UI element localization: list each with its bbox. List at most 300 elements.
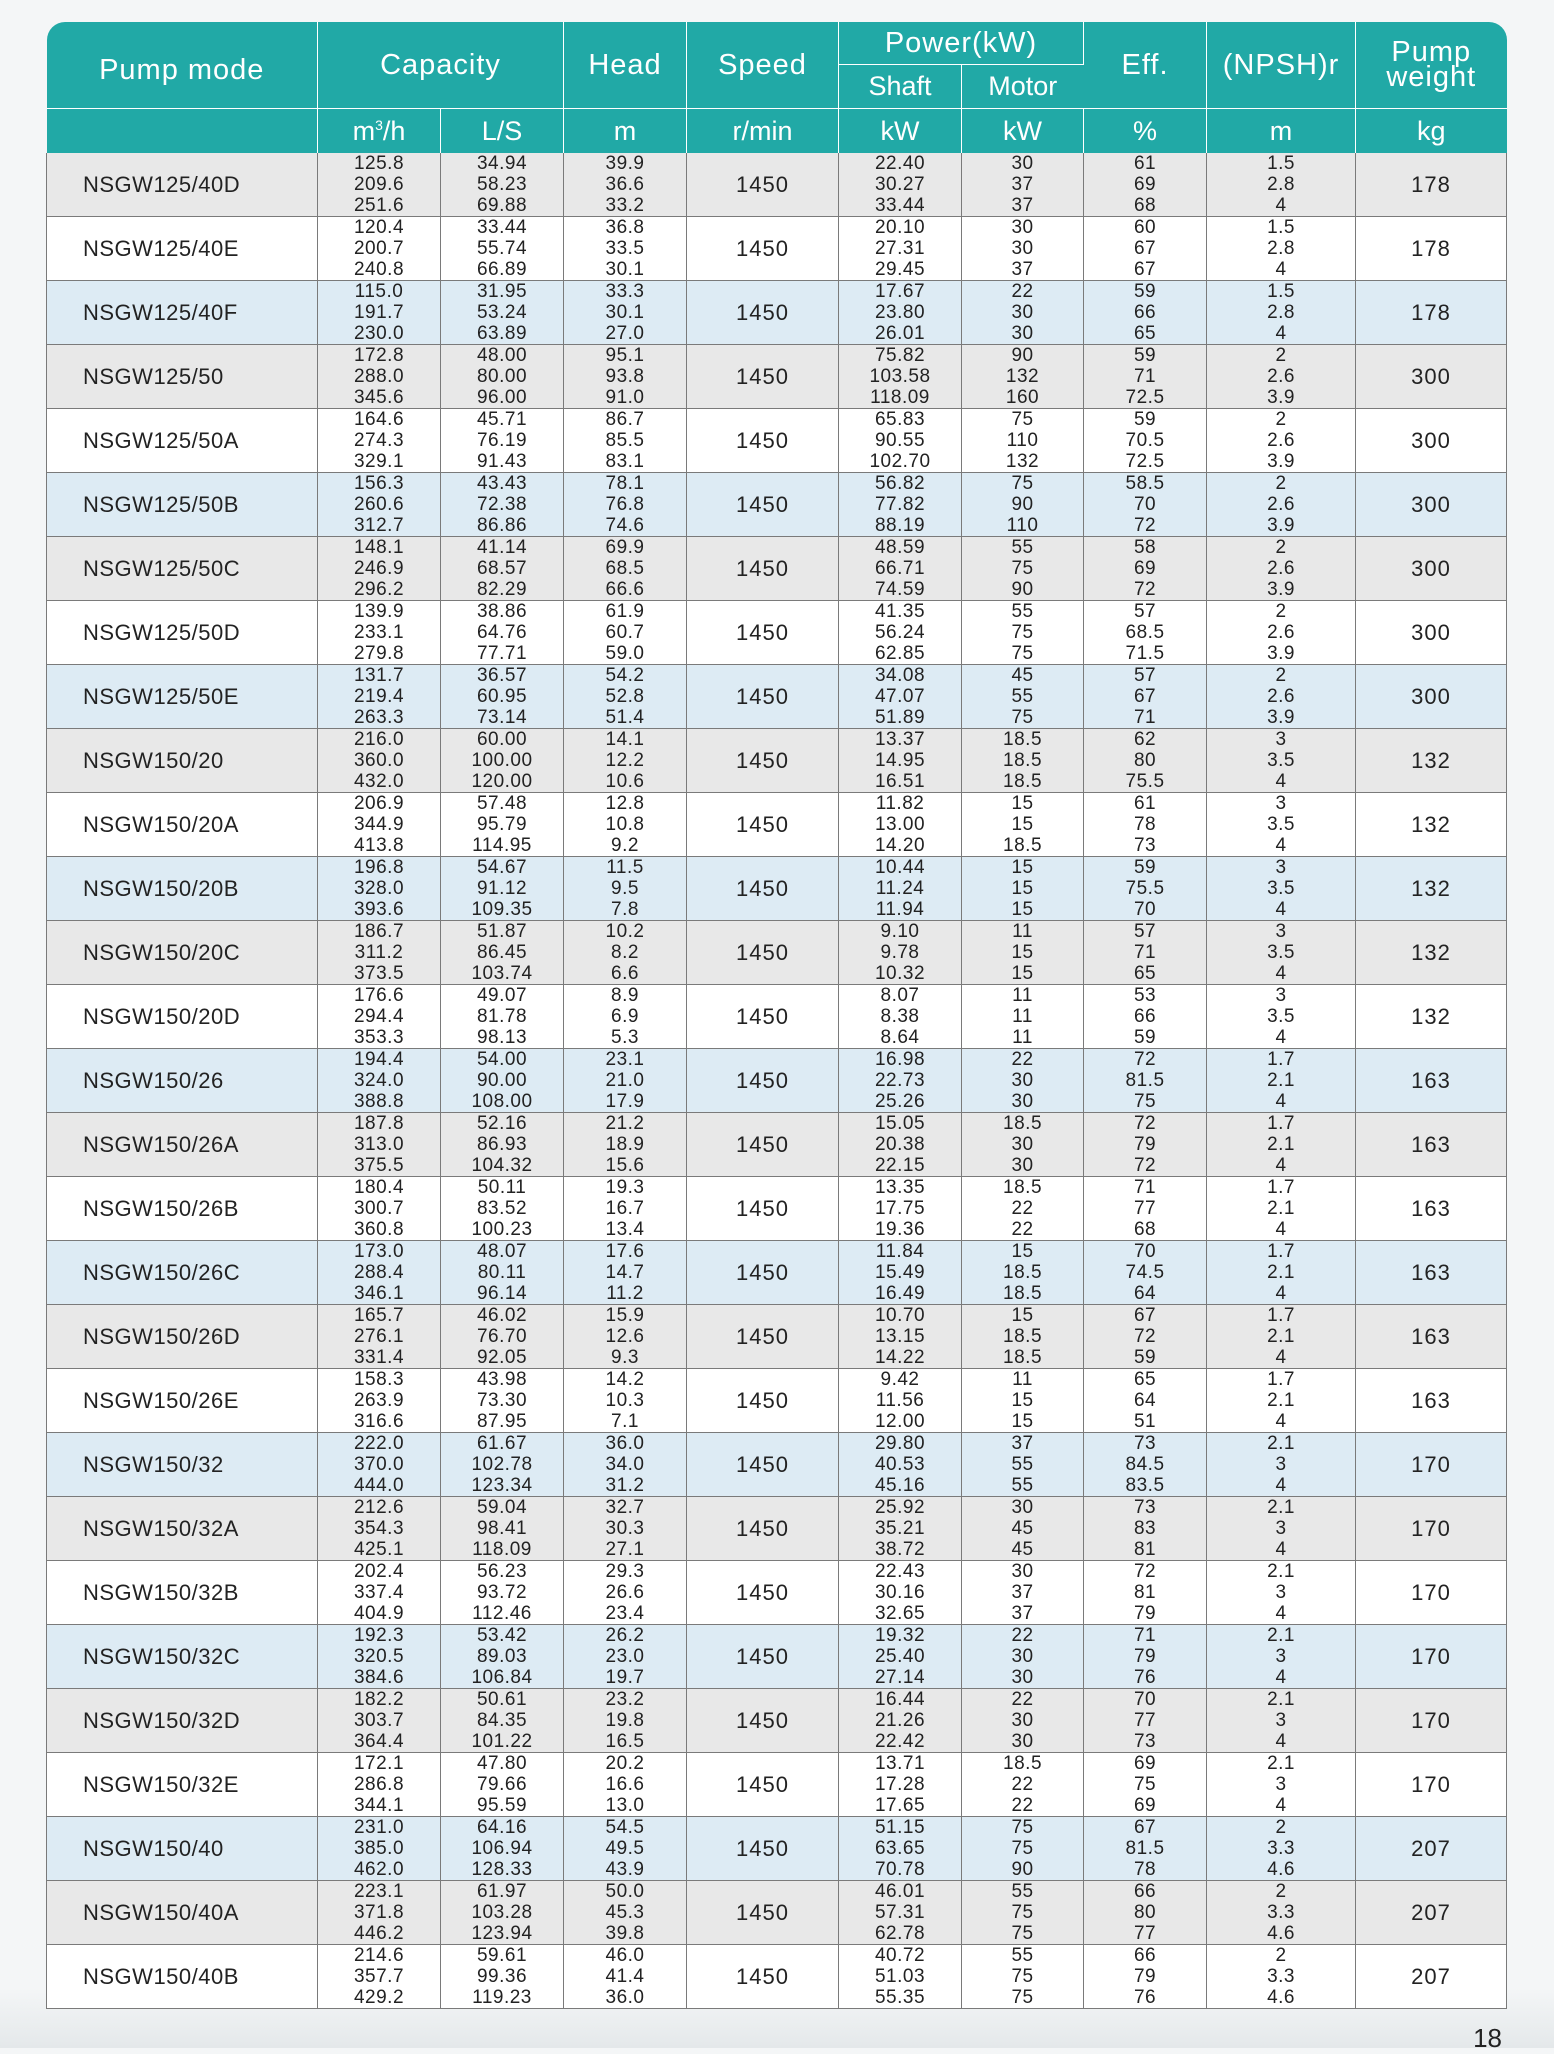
cell-head: [564, 1497, 687, 1561]
cell-shaft-power-value: 48.59: [874, 537, 926, 558]
cell-npsh: [1207, 1241, 1356, 1305]
cell-head-value: 14.7: [605, 1262, 645, 1283]
cell-capacity-ls: [441, 1113, 564, 1177]
cell-head: [564, 281, 687, 345]
table-row: [47, 409, 1507, 473]
cell-speed: 1450: [687, 1561, 839, 1625]
cell-efficiency-value: 68: [1133, 1219, 1157, 1240]
cell-npsh-value: 3.3: [1267, 1902, 1295, 1923]
cell-npsh-value: 2: [1275, 1881, 1287, 1902]
cell-head-value: 17.6: [605, 1241, 645, 1262]
header-capacity: Capacity: [318, 22, 564, 109]
cell-efficiency-value: 73: [1133, 1433, 1157, 1454]
cell-npsh-value: 1.7: [1267, 1049, 1295, 1070]
cell-motor-power-value: 37: [1011, 1603, 1034, 1624]
cell-capacity-ls: [441, 793, 564, 857]
cell-capacity-m3h-value: 176.6: [353, 985, 405, 1006]
cell-efficiency: [1084, 281, 1207, 345]
cell-capacity-m3h: [318, 1305, 441, 1369]
cell-npsh: [1207, 1561, 1356, 1625]
cell-shaft-power-value: 13.15: [874, 1326, 926, 1347]
cell-capacity-ls-value: 99.36: [476, 1966, 528, 1987]
cell-npsh-value: 2.6: [1267, 366, 1295, 387]
cell-capacity-m3h-value: 425.1: [353, 1539, 405, 1560]
cell-npsh-value: 4: [1275, 1091, 1287, 1112]
cell-npsh-value: 3.3: [1267, 1838, 1295, 1859]
cell-capacity-m3h-value: 360.0: [353, 750, 405, 771]
cell-head-value: 13.0: [605, 1795, 645, 1816]
cell-capacity-m3h-value: 344.9: [353, 814, 405, 835]
cell-capacity-m3h-value: 364.4: [353, 1731, 405, 1752]
cell-head-value: 27.0: [605, 323, 645, 344]
cell-efficiency-value: 68.5: [1125, 622, 1165, 643]
cell-npsh: [1207, 1497, 1356, 1561]
cell-capacity-ls-value: 80.00: [476, 366, 528, 387]
cell-head-value: 31.2: [605, 1475, 645, 1496]
cell-speed: 1450: [687, 1113, 839, 1177]
cell-shaft-power: [839, 1177, 962, 1241]
cell-shaft-power: [839, 729, 962, 793]
cell-capacity-m3h: [318, 1561, 441, 1625]
table-row: [47, 473, 1507, 537]
cell-shaft-power-value: 14.20: [874, 835, 926, 856]
cell-head-value: 86.7: [605, 409, 645, 430]
cell-npsh-value: 4: [1275, 1283, 1287, 1304]
cell-pump-weight: 300: [1356, 345, 1507, 409]
cell-motor-power-value: 55: [1011, 1881, 1034, 1902]
cell-motor-power-value: 30: [1011, 1134, 1034, 1155]
cell-pump-weight: 132: [1356, 729, 1507, 793]
cell-pump-weight: 132: [1356, 921, 1507, 985]
cell-motor-power: [962, 537, 1084, 601]
cell-capacity-ls-value: 56.23: [476, 1561, 528, 1582]
cell-capacity-m3h-value: 200.7: [353, 238, 405, 259]
cell-head-value: 7.1: [611, 1411, 639, 1432]
cell-head-value: 9.2: [611, 835, 639, 856]
cell-capacity-ls-value: 104.32: [471, 1155, 533, 1176]
cell-efficiency-value: 75: [1133, 1091, 1157, 1112]
cell-capacity-m3h-value: 274.3: [353, 430, 405, 451]
cell-npsh-value: 2.6: [1267, 686, 1295, 707]
cell-motor-power-value: 75: [1011, 622, 1034, 643]
cell-capacity-m3h-value: 286.8: [353, 1774, 405, 1795]
cell-efficiency-value: 77: [1133, 1710, 1157, 1731]
cell-capacity-m3h-value: 172.8: [353, 345, 405, 366]
cell-head: [564, 1753, 687, 1817]
cell-capacity-m3h: [318, 1689, 441, 1753]
cell-efficiency-value: 64: [1133, 1390, 1157, 1411]
cell-motor-power-value: 30: [1011, 1497, 1034, 1518]
cell-efficiency: [1084, 1433, 1207, 1497]
cell-motor-power-value: 11: [1012, 1369, 1033, 1390]
cell-shaft-power: [839, 1817, 962, 1881]
cell-shaft-power-value: 26.01: [874, 323, 926, 344]
cell-npsh-value: 3: [1275, 1582, 1287, 1603]
cell-shaft-power-value: 14.95: [874, 750, 926, 771]
cell-shaft-power-value: 22.40: [874, 153, 926, 174]
table-body: [47, 153, 1507, 2009]
cell-shaft-power-value: 27.14: [874, 1667, 926, 1688]
table-row: [47, 1689, 1507, 1753]
cell-efficiency-value: 59: [1133, 1347, 1157, 1368]
cell-capacity-m3h-value: 240.8: [353, 259, 405, 280]
cell-speed: 1450: [687, 1945, 839, 2009]
cell-shaft-power-value: 10.32: [874, 963, 926, 984]
cell-efficiency-value: 66: [1133, 1881, 1157, 1902]
cell-capacity-m3h: [318, 857, 441, 921]
header-pump-weight: [1356, 22, 1507, 109]
cell-npsh: [1207, 1177, 1356, 1241]
cell-npsh: [1207, 729, 1356, 793]
cell-speed: 1450: [687, 793, 839, 857]
cell-npsh-value: 2: [1275, 1945, 1287, 1966]
cell-shaft-power-value: 16.51: [874, 771, 926, 792]
cell-shaft-power: [839, 1241, 962, 1305]
cell-shaft-power-value: 25.92: [874, 1497, 926, 1518]
cell-efficiency-value: 83.5: [1125, 1475, 1165, 1496]
cell-motor-power-value: 45: [1011, 1518, 1034, 1539]
cell-npsh: [1207, 1625, 1356, 1689]
cell-npsh-value: 4: [1275, 1539, 1287, 1560]
cell-motor-power: [962, 1369, 1084, 1433]
cell-motor-power-value: 22: [1011, 1198, 1034, 1219]
cell-capacity-m3h-value: 156.3: [353, 473, 405, 494]
cell-motor-power-value: 90: [1011, 1859, 1034, 1880]
cell-motor-power-value: 132: [1005, 366, 1040, 387]
cell-capacity-ls-value: 46.02: [476, 1305, 528, 1326]
cell-pump-weight: 170: [1356, 1689, 1507, 1753]
cell-capacity-m3h-value: 354.3: [353, 1518, 405, 1539]
cell-pump-weight: 300: [1356, 473, 1507, 537]
cell-head-value: 8.9: [611, 985, 639, 1006]
cell-motor-power-value: 11: [1012, 921, 1033, 942]
cell-pump-weight: 300: [1356, 601, 1507, 665]
cell-capacity-m3h-value: 360.8: [353, 1219, 405, 1240]
cell-capacity-m3h-value: 294.4: [353, 1006, 405, 1027]
cell-head: [564, 985, 687, 1049]
cell-speed: 1450: [687, 153, 839, 217]
header-speed: Speed: [687, 22, 839, 109]
table-row: [47, 1753, 1507, 1817]
cell-pump-model: NSGW125/50: [47, 345, 318, 409]
cell-motor-power-value: 75: [1011, 707, 1034, 728]
cell-capacity-m3h-value: 296.2: [353, 579, 405, 600]
cell-shaft-power-value: 11.82: [875, 793, 925, 814]
cell-npsh-value: 1.7: [1267, 1113, 1295, 1134]
cell-npsh: [1207, 281, 1356, 345]
cell-capacity-ls-value: 53.42: [476, 1625, 528, 1646]
cell-speed: 1450: [687, 601, 839, 665]
cell-npsh-value: 3.9: [1267, 515, 1295, 536]
cell-motor-power: [962, 281, 1084, 345]
cell-pump-weight: 132: [1356, 985, 1507, 1049]
cell-capacity-m3h: [318, 345, 441, 409]
cell-efficiency: [1084, 921, 1207, 985]
cell-speed: 1450: [687, 1433, 839, 1497]
cell-speed: 1450: [687, 1753, 839, 1817]
cell-shaft-power-value: 77.82: [874, 494, 926, 515]
cell-efficiency: [1084, 1049, 1207, 1113]
cell-head-value: 51.4: [605, 707, 645, 728]
cell-capacity-m3h: [318, 1945, 441, 2009]
cell-head: [564, 601, 687, 665]
cell-capacity-m3h: [318, 1625, 441, 1689]
cell-motor-power-value: 18.5: [1003, 1177, 1043, 1198]
cell-pump-weight: 178: [1356, 217, 1507, 281]
cell-capacity-m3h-value: 388.8: [353, 1091, 405, 1112]
cell-shaft-power-value: 15.05: [874, 1113, 926, 1134]
cell-shaft-power-value: 29.45: [874, 259, 926, 280]
cell-npsh: [1207, 1369, 1356, 1433]
cell-motor-power-value: 37: [1011, 1582, 1034, 1603]
cell-capacity-ls: [441, 921, 564, 985]
cell-shaft-power-value: 25.26: [874, 1091, 926, 1112]
cell-motor-power-value: 30: [1011, 1070, 1034, 1091]
cell-capacity-m3h-value: 385.0: [353, 1838, 405, 1859]
cell-capacity-ls: [441, 729, 564, 793]
cell-capacity-m3h: [318, 1817, 441, 1881]
cell-shaft-power-value: 103.58: [869, 366, 931, 387]
table-row: [47, 537, 1507, 601]
cell-npsh-value: 2: [1275, 601, 1287, 622]
cell-motor-power-value: 37: [1011, 1433, 1034, 1454]
cell-speed: 1450: [687, 729, 839, 793]
cell-speed: 1450: [687, 217, 839, 281]
cell-capacity-ls-value: 86.86: [476, 515, 528, 536]
cell-motor-power-value: 75: [1011, 409, 1034, 430]
cell-efficiency-value: 67: [1133, 686, 1157, 707]
cell-capacity-ls: [441, 1881, 564, 1945]
cell-motor-power: [962, 1305, 1084, 1369]
cell-motor-power-value: 15: [1011, 1411, 1034, 1432]
cell-capacity-ls-value: 98.41: [476, 1518, 528, 1539]
cell-npsh-value: 2.1: [1267, 1390, 1295, 1411]
cell-npsh-value: 2.6: [1267, 494, 1295, 515]
cell-capacity-m3h-value: 346.1: [353, 1283, 405, 1304]
table-row: [47, 1241, 1507, 1305]
cell-motor-power-value: 75: [1011, 1987, 1034, 2008]
cell-efficiency: [1084, 1177, 1207, 1241]
cell-motor-power: [962, 1049, 1084, 1113]
cell-capacity-ls-value: 80.11: [477, 1262, 527, 1283]
cell-motor-power-value: 22: [1011, 1795, 1034, 1816]
cell-npsh-value: 3: [1275, 857, 1287, 878]
cell-shaft-power-value: 30.16: [874, 1582, 926, 1603]
cell-capacity-ls-value: 59.61: [476, 1945, 528, 1966]
cell-shaft-power: [839, 153, 962, 217]
cell-capacity-ls: [441, 1817, 564, 1881]
cell-shaft-power-value: 118.09: [870, 387, 930, 408]
header-motor: Motor: [962, 65, 1084, 109]
cell-shaft-power-value: 63.65: [874, 1838, 926, 1859]
cell-capacity-m3h-value: 125.8: [353, 153, 405, 174]
cell-head: [564, 1113, 687, 1177]
cell-capacity-ls-value: 63.89: [476, 323, 528, 344]
cell-efficiency-value: 79: [1133, 1966, 1157, 1987]
cell-capacity-m3h-value: 192.3: [353, 1625, 405, 1646]
cell-efficiency-value: 69: [1133, 174, 1157, 195]
cell-head-value: 74.6: [605, 515, 645, 536]
cell-motor-power-value: 45: [1011, 665, 1034, 686]
cell-npsh-value: 1.5: [1267, 217, 1295, 238]
cell-head-value: 49.5: [605, 1838, 645, 1859]
cell-capacity-ls: [441, 1753, 564, 1817]
cell-shaft-power-value: 40.53: [874, 1454, 926, 1475]
cell-efficiency: [1084, 1561, 1207, 1625]
cell-npsh-value: 2.8: [1267, 174, 1295, 195]
cell-efficiency-value: 79: [1133, 1646, 1157, 1667]
header-pump-mode: Pump mode: [47, 22, 318, 109]
cell-capacity-m3h-value: 345.6: [353, 387, 405, 408]
cell-capacity-m3h-value: 329.1: [353, 451, 405, 472]
cell-motor-power-value: 55: [1011, 686, 1034, 707]
cell-head: [564, 409, 687, 473]
cell-capacity-ls-value: 120.00: [471, 771, 533, 792]
cell-capacity-ls-value: 61.97: [476, 1881, 528, 1902]
cell-motor-power-value: 75: [1011, 473, 1034, 494]
cell-efficiency-value: 72: [1133, 1049, 1157, 1070]
cell-capacity-m3h-value: 313.0: [353, 1134, 405, 1155]
cell-npsh: [1207, 1049, 1356, 1113]
cell-capacity-ls: [441, 409, 564, 473]
cell-npsh: [1207, 153, 1356, 217]
cell-pump-model: NSGW150/32A: [47, 1497, 318, 1561]
cell-efficiency: [1084, 1945, 1207, 2009]
cell-npsh-value: 2.1: [1267, 1689, 1295, 1710]
cell-pump-weight: 170: [1356, 1753, 1507, 1817]
cell-capacity-ls-value: 43.98: [476, 1369, 528, 1390]
cell-pump-weight: 132: [1356, 793, 1507, 857]
cell-capacity-m3h: [318, 921, 441, 985]
cell-motor-power: [962, 345, 1084, 409]
cell-capacity-ls-value: 106.94: [471, 1838, 533, 1859]
cell-head-value: 14.2: [605, 1369, 645, 1390]
table-row: [47, 921, 1507, 985]
cell-efficiency-value: 78: [1133, 814, 1157, 835]
cell-head: [564, 729, 687, 793]
cell-pump-model: NSGW125/50E: [47, 665, 318, 729]
cell-capacity-ls: [441, 1305, 564, 1369]
cell-capacity-ls-value: 123.34: [471, 1475, 533, 1496]
cell-capacity-m3h-value: 223.1: [353, 1881, 405, 1902]
cell-speed: 1450: [687, 985, 839, 1049]
cell-shaft-power-value: 16.44: [874, 1689, 926, 1710]
cell-motor-power-value: 22: [1011, 1689, 1034, 1710]
cell-efficiency-value: 72: [1133, 1561, 1157, 1582]
cell-speed: 1450: [687, 473, 839, 537]
table-row: [47, 1817, 1507, 1881]
cell-capacity-ls-value: 86.45: [476, 942, 528, 963]
cell-capacity-m3h: [318, 601, 441, 665]
table-row: [47, 857, 1507, 921]
cell-shaft-power-value: 65.83: [874, 409, 926, 430]
cell-efficiency: [1084, 1625, 1207, 1689]
cell-capacity-m3h-value: 337.4: [353, 1582, 405, 1603]
cell-shaft-power-value: 62.85: [874, 643, 926, 664]
cell-npsh-value: 4: [1275, 835, 1287, 856]
cell-head-value: 36.0: [605, 1433, 645, 1454]
cell-efficiency: [1084, 1369, 1207, 1433]
cell-capacity-ls: [441, 665, 564, 729]
cell-shaft-power-value: 38.72: [874, 1539, 926, 1560]
cell-capacity-m3h-value: 209.6: [353, 174, 405, 195]
cell-shaft-power-value: 17.67: [874, 281, 926, 302]
cell-npsh-value: 1.7: [1267, 1241, 1295, 1262]
cell-capacity-ls: [441, 1689, 564, 1753]
cell-head: [564, 153, 687, 217]
cell-motor-power-value: 75: [1011, 1966, 1034, 1987]
cell-shaft-power-value: 17.75: [874, 1198, 926, 1219]
table-row: [47, 665, 1507, 729]
cell-head: [564, 1049, 687, 1113]
cell-npsh-value: 2.8: [1267, 238, 1295, 259]
cell-motor-power-value: 22: [1011, 1774, 1034, 1795]
cell-pump-weight: 300: [1356, 537, 1507, 601]
cell-capacity-m3h-value: 279.8: [353, 643, 405, 664]
cell-npsh-value: 3.9: [1267, 579, 1295, 600]
cell-head-value: 6.6: [611, 963, 639, 984]
cell-shaft-power-value: 13.71: [874, 1753, 926, 1774]
cell-motor-power-value: 30: [1011, 1710, 1034, 1731]
cell-shaft-power-value: 17.65: [874, 1795, 926, 1816]
cell-shaft-power: [839, 1753, 962, 1817]
cell-speed: 1450: [687, 921, 839, 985]
cell-pump-model: NSGW150/32C: [47, 1625, 318, 1689]
cell-capacity-ls: [441, 1241, 564, 1305]
cell-speed: 1450: [687, 665, 839, 729]
header-head: Head: [564, 22, 687, 109]
cell-motor-power: [962, 1881, 1084, 1945]
cell-capacity-ls-value: 64.76: [476, 622, 528, 643]
cell-head-value: 30.3: [605, 1518, 645, 1539]
cell-speed: 1450: [687, 409, 839, 473]
table-row: [47, 1049, 1507, 1113]
cell-head: [564, 1881, 687, 1945]
cell-shaft-power: [839, 985, 962, 1049]
table-row: [47, 1625, 1507, 1689]
cell-head: [564, 473, 687, 537]
cell-capacity-m3h: [318, 665, 441, 729]
cell-motor-power-value: 15: [1011, 814, 1034, 835]
cell-head-value: 59.0: [605, 643, 645, 664]
cell-shaft-power-value: 45.16: [874, 1475, 926, 1496]
cell-head: [564, 1817, 687, 1881]
cell-capacity-m3h: [318, 1433, 441, 1497]
cell-npsh: [1207, 793, 1356, 857]
cell-motor-power: [962, 1241, 1084, 1305]
cell-capacity-ls-value: 100.23: [471, 1219, 533, 1240]
cell-shaft-power-value: 16.98: [874, 1049, 926, 1070]
cell-head-value: 33.3: [605, 281, 645, 302]
cell-capacity-m3h-value: 131.7: [353, 665, 405, 686]
cell-capacity-ls-value: 48.07: [476, 1241, 528, 1262]
cell-efficiency-value: 71.5: [1125, 643, 1165, 664]
cell-npsh-value: 4: [1275, 1219, 1287, 1240]
cell-efficiency-value: 70.5: [1125, 430, 1165, 451]
cell-head-value: 12.6: [605, 1326, 645, 1347]
cell-motor-power-value: 75: [1011, 1838, 1034, 1859]
cell-pump-model: NSGW125/50C: [47, 537, 318, 601]
cell-npsh-value: 2: [1275, 537, 1287, 558]
cell-capacity-ls-value: 109.35: [471, 899, 533, 920]
cell-efficiency: [1084, 409, 1207, 473]
cell-npsh-value: 2.1: [1267, 1198, 1295, 1219]
cell-head-value: 32.7: [605, 1497, 645, 1518]
cell-motor-power-value: 15: [1011, 1305, 1034, 1326]
cell-capacity-ls-value: 91.12: [476, 878, 528, 899]
cell-head-value: 66.6: [605, 579, 645, 600]
cell-head: [564, 1241, 687, 1305]
